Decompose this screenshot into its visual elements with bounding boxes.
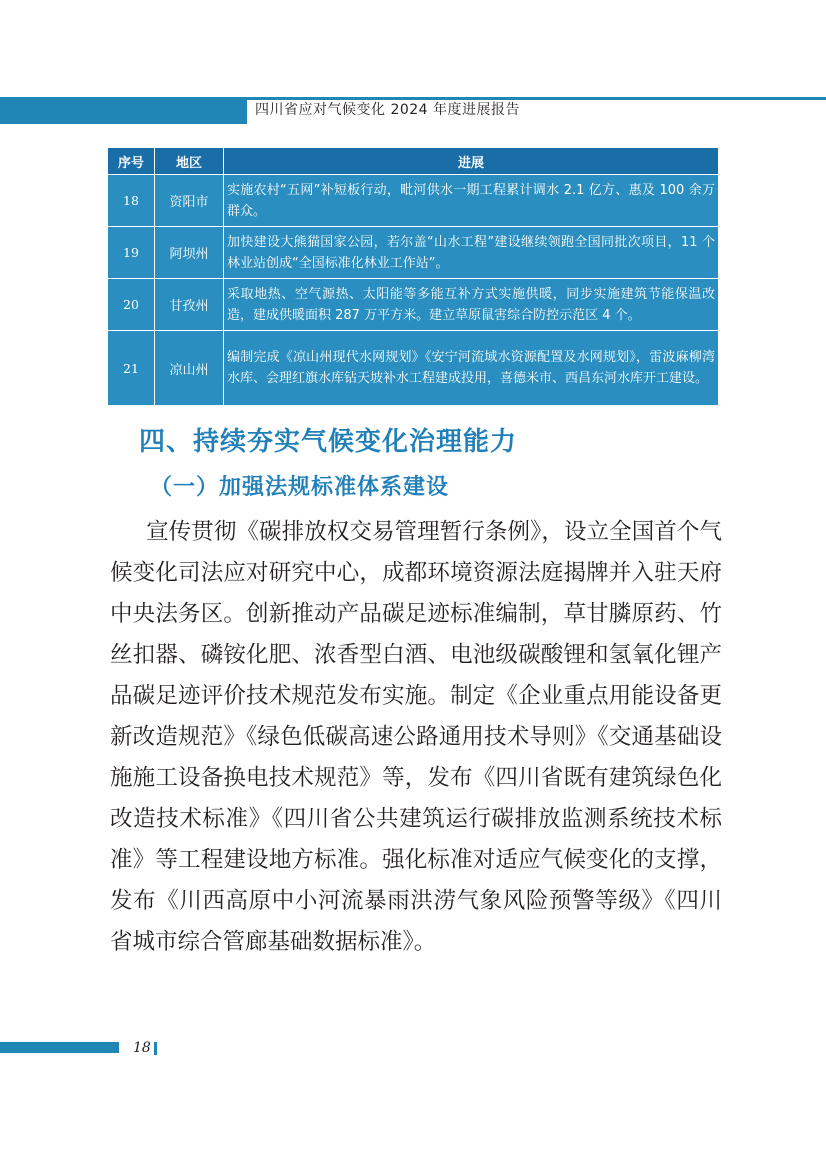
progress-table	[107, 147, 719, 406]
row-number: 21	[108, 331, 155, 406]
row-progress-text: 采取地热、空气源热、太阳能等多能互补方式实施供暖，同步实施建筑节能保温改造，建成供暖面积 287 万平方米。建立草原鼠害综合防控示范区 4 个。	[224, 279, 719, 331]
column-header-number: 序号	[108, 148, 155, 175]
column-header-progress: 进展	[224, 148, 719, 175]
header-accent-bar	[0, 97, 244, 124]
row-region: 阿坝州	[155, 227, 224, 279]
subsection-heading: （一）加强法规标准体系建设	[150, 474, 450, 500]
body-paragraph	[110, 512, 722, 963]
row-region: 甘孜州	[155, 279, 224, 331]
page-number-tick	[154, 1042, 157, 1055]
table-row	[108, 175, 719, 227]
footer-accent-bar	[0, 1042, 119, 1053]
row-number: 20	[108, 279, 155, 331]
row-progress-text: 实施农村“五网”补短板行动，毗河供水一期工程累计调水 2.1 亿方、惠及 100 余万群众。	[224, 175, 719, 227]
table-row	[108, 227, 719, 279]
running-header-title: 四川省应对气候变化 2024 年度进展报告	[255, 102, 521, 118]
row-number: 18	[108, 175, 155, 227]
table-header-row	[108, 148, 719, 175]
body-paragraph-text: 宣传贯彻《碳排放权交易管理暂行条例》，设立全国首个气候变化司法应对研究中心，成都环境资源法庭揭牌并入驻天府中央法务区。创新推动产品碳足迹标准编制，草甘膦原药、竹丝扣器、磷铵化肥、浓香型白酒、电池级碳酸锂和氢氧化锂产品碳足迹评价技术规范发布实施。制定《企业重点用能设备更新改造规范》《绿色低碳高速公路通用技术导则》《交通基础设施施工设备换电技术规范》等，发布《四川省既有建筑绿色化改造技术标准》《四川省公共建筑运行碳排放监测系统技术标准》等工程建设地方标准。强化标准对适应气候变化的支撑，发布《川西高原中小河流暴雨洪涝气象风险预警等级》《四川省城市综合管廊基础数据标准》。	[110, 519, 722, 955]
row-progress-text: 加快建设大熊猫国家公园，若尔盖“山水工程”建设继续领跑全国同批次项目，11 个林业站创成“全国标准化林业工作站”。	[224, 227, 719, 279]
table-row	[108, 331, 719, 406]
row-region: 资阳市	[155, 175, 224, 227]
row-progress-text: 编制完成《凉山州现代水网规划》《安宁河流域水资源配置及水网规划》，雷波麻柳湾水库、会理红旗水库钻天坡补水工程建成投用，喜德米市、西昌东河水库开工建设。	[224, 331, 719, 406]
table-row	[108, 279, 719, 331]
row-region: 凉山州	[155, 331, 224, 406]
row-number: 19	[108, 227, 155, 279]
page-number: 18	[133, 1040, 151, 1056]
section-heading: 四、持续夯实气候变化治理能力	[139, 427, 518, 457]
column-header-region: 地区	[155, 148, 224, 175]
